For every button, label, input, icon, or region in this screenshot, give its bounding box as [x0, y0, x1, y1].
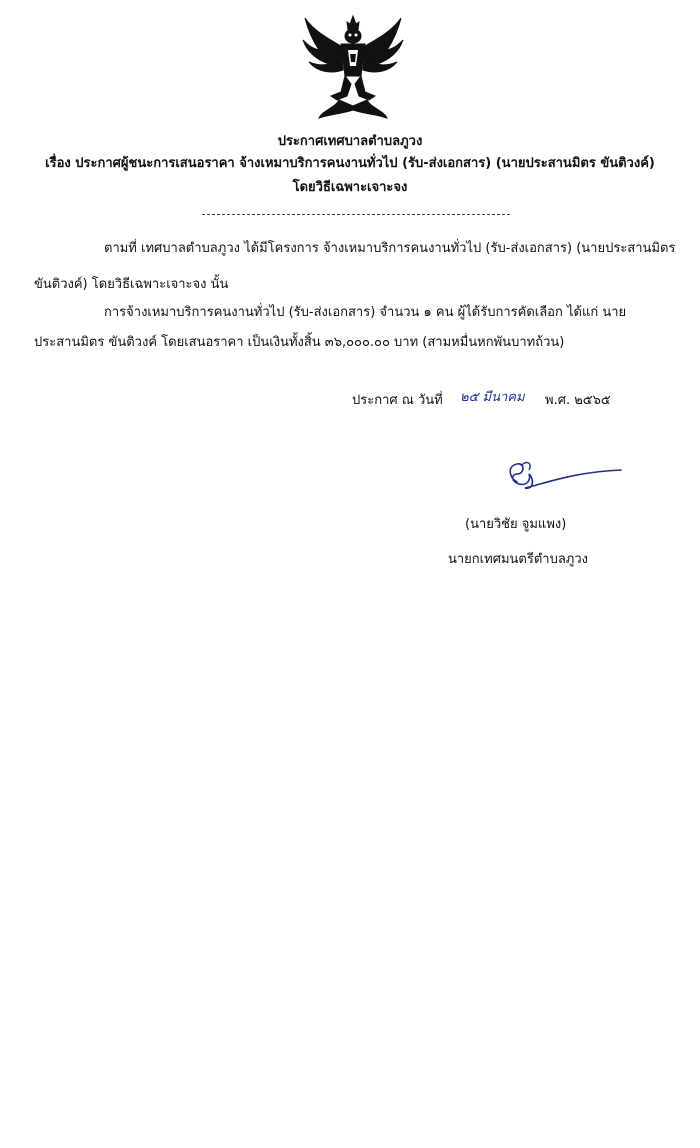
procurement-method: โดยวิธีเฉพาะเจาะจง [292, 180, 408, 195]
handwritten-date: ๒๕ มีนาคม [460, 390, 525, 405]
signer-position: นายกเทศมนตรีตำบลภูวง [448, 552, 588, 567]
dashed-divider [202, 214, 510, 215]
paragraph-1-line-1: ตามที่ เทศบาลตำบลภูวง ได้มีโครงการ จ้างเหมาบริการคนงานทั่วไป (รับ-ส่งเอกสาร) (นายประสานมิตร [104, 241, 676, 256]
signer-name: (นายวิชัย จูมแพง) [465, 517, 567, 532]
signature-icon [503, 452, 623, 496]
garuda-emblem-icon [301, 14, 405, 122]
paragraph-2-line-2: ประสานมิตร ขันติวงค์ โดยเสนอราคา เป็นเงินทั้งสิ้น ๓๖,๐๐๐.๐๐ บาท (สามหมื่นหกพันบาทถ้วน) [34, 335, 565, 350]
date-prefix: ประกาศ ณ วันที่ [352, 393, 443, 408]
date-year: พ.ศ. ๒๕๖๕ [545, 393, 611, 408]
document-subject: เรื่อง ประกาศผู้ชนะการเสนอราคา จ้างเหมาบริการคนงานทั่วไป (รับ-ส่งเอกสาร) (นายประสานมิตร ขันติวงค์) [45, 156, 655, 171]
paragraph-1-line-2: ขันติวงค์) โดยวิธีเฉพาะเจาะจง นั้น [34, 277, 229, 292]
paragraph-2-line-1: การจ้างเหมาบริการคนงานทั่วไป (รับ-ส่งเอกสาร) จำนวน ๑ คน ผู้ได้รับการคัดเลือก ได้แก่ นาย [104, 305, 627, 320]
document-title: ประกาศเทศบาลตำบลภูวง [277, 134, 423, 149]
